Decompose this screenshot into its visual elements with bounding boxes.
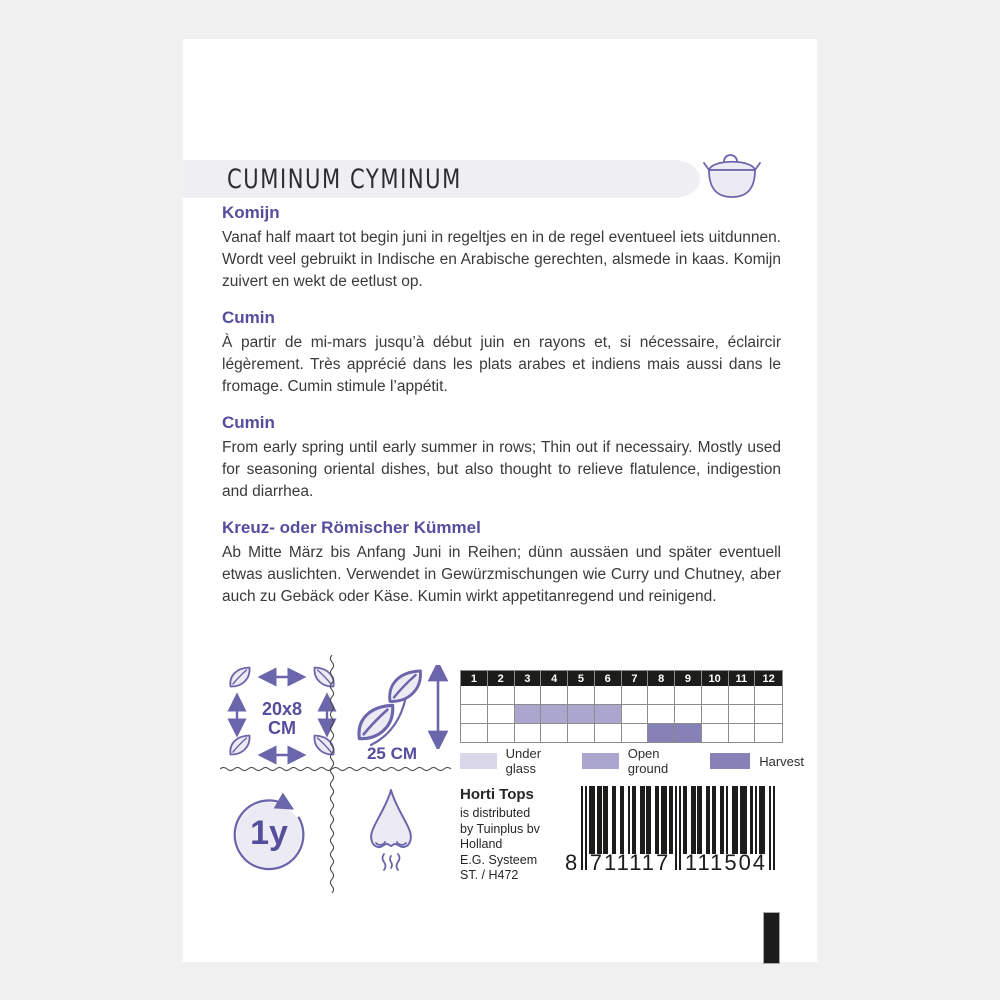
annual-cycle-label: 1y: [250, 813, 288, 852]
legend-swatch: [710, 753, 750, 769]
month-header-cell: 2: [488, 671, 515, 686]
calendar-cell: [675, 724, 702, 742]
month-header-cell: 1: [461, 671, 488, 686]
calendar-cell: [702, 705, 729, 724]
month-header-cell: 8: [648, 671, 675, 686]
calendar-cell: [675, 705, 702, 724]
barcode-bar: [589, 786, 595, 854]
barcode-bar: [620, 786, 624, 854]
calendar-cell: [675, 686, 702, 705]
section-body: From early spring until early summer in rows; Thin out if necessairy. Mostly used for seasoning oriental dishes, but also thought to relieve flatulence, indigestion and diarrhea.: [222, 439, 781, 500]
calendar-cell: [729, 724, 756, 742]
barcode-bar: [628, 786, 630, 854]
month-header-cell: 5: [568, 671, 595, 686]
month-header-cell: 10: [702, 671, 729, 686]
month-header-cell: 9: [675, 671, 702, 686]
language-section-de: [222, 517, 781, 608]
calendar-cell: [648, 686, 675, 705]
distributor-line: ST. / H472: [460, 868, 519, 882]
calendar-cell: [648, 724, 675, 742]
plant-height-label: 25 CM: [366, 744, 418, 763]
calendar-cell: [755, 686, 782, 705]
calendar-row-harvest: [461, 724, 782, 742]
barcode-bar: [683, 786, 687, 854]
legend-item: [460, 746, 569, 776]
barcode-bar: [597, 786, 601, 854]
month-header-cell: 12: [755, 671, 782, 686]
barcode-bar: [612, 786, 616, 854]
section-heading: Kreuz- oder Römischer Kümmel: [222, 518, 481, 537]
barcode-bar: [712, 786, 716, 854]
barcode-bar: [769, 786, 771, 870]
spacing-unit: CM: [268, 718, 296, 738]
calendar-header-row: [461, 671, 782, 686]
barcode-bar: [669, 786, 673, 854]
month-header-cell: 3: [515, 671, 542, 686]
spacing-value: 20x8: [261, 699, 303, 719]
annual-cycle-icon: [225, 789, 313, 877]
barcode-bar: [661, 786, 667, 854]
barcode-bar: [755, 786, 757, 854]
barcode-bar: [675, 786, 677, 870]
barcode-bar: [773, 786, 775, 870]
barcode-bar: [603, 786, 607, 854]
seed-packet-back: [183, 39, 817, 962]
latin-name: CUMINUM CYMINUM: [227, 163, 462, 195]
barcode-bar: [732, 786, 738, 854]
distributor-line: E.G. Systeem: [460, 852, 538, 867]
sowing-calendar-table: [460, 670, 783, 743]
barcode-digits: 111504: [684, 850, 768, 875]
calendar-cell: [461, 705, 488, 724]
barcode-bar: [679, 786, 681, 870]
language-section-en: [222, 412, 781, 503]
description-sections: [222, 202, 781, 622]
month-header-cell: 7: [622, 671, 649, 686]
calendar-cell: [622, 705, 649, 724]
section-body: Vanaf half maart tot begin juni in regeltjes en in de regel eventueel iets uitdunnen. Wordt veel gebruikt in Indische en Arabische gerechten, alsmede in kaas. Komijn zuivert en wekt de eetlust op.: [222, 229, 781, 290]
barcode-digits: 8: [565, 850, 580, 875]
calendar-cell: [648, 705, 675, 724]
plant-height-icon: [353, 665, 448, 749]
distributor-name: Horti Tops: [460, 786, 534, 803]
distributor-line: Holland: [460, 837, 503, 851]
distributor-line: is distributed: [460, 806, 531, 820]
legend-label: Under glass: [505, 746, 542, 776]
calendar-legend: [460, 746, 817, 776]
barcode-bar: [706, 786, 710, 854]
calendar-cell: [568, 724, 595, 742]
calendar-row-open-ground: [461, 705, 782, 724]
calendar-cell: [515, 724, 542, 742]
calendar-cell: [541, 724, 568, 742]
horizontal-divider: [220, 766, 452, 776]
calendar-cell: [755, 724, 782, 742]
legend-label: Harvest: [759, 753, 804, 769]
calendar-cell: [515, 686, 542, 705]
section-heading: Cumin: [222, 308, 275, 327]
cooking-pot-icon: [701, 149, 763, 199]
calendar-cell: [755, 705, 782, 724]
calendar-cell: [568, 686, 595, 705]
section-heading: Komijn: [222, 203, 280, 222]
calendar-cell: [729, 705, 756, 724]
calendar-cell: [729, 686, 756, 705]
month-header-cell: 6: [595, 671, 622, 686]
barcode-bar: [632, 786, 636, 854]
section-heading: Cumin: [222, 413, 275, 432]
ean13-barcode: [565, 786, 777, 878]
barcode-bar: [759, 786, 765, 854]
calendar-cell: [702, 724, 729, 742]
barcode-bar: [646, 786, 650, 854]
plant-spacing-icon: [223, 662, 341, 768]
calendar-cell: [488, 724, 515, 742]
legend-item: [582, 746, 697, 776]
calendar-cell: [595, 705, 622, 724]
calendar-cell: [622, 686, 649, 705]
calendar-cell: [568, 705, 595, 724]
language-section-fr: [222, 307, 781, 398]
calendar-cell: [461, 686, 488, 705]
print-registration-mark: [763, 912, 780, 964]
fragrance-nose-icon: [363, 787, 419, 877]
calendar-row-under-glass: [461, 686, 782, 705]
month-header-cell: 11: [729, 671, 756, 686]
barcode-bar: [691, 786, 695, 854]
barcode-bar: [697, 786, 701, 854]
calendar-cell: [488, 705, 515, 724]
barcode-bar: [640, 786, 644, 854]
barcode-bar: [750, 786, 752, 854]
calendar-cell: [515, 705, 542, 724]
legend-swatch: [582, 753, 619, 769]
barcode-bar: [720, 786, 724, 854]
barcode-bar: [726, 786, 728, 854]
calendar-cell: [488, 686, 515, 705]
barcode-bar: [581, 786, 583, 870]
section-body: Ab Mitte März bis Anfang Juni in Reihen; dünn aussäen und später eventuell etwas auslichten. Verwendet in Gewürzmischungen wie Curry und Chutney, aber auch zu Gebäck oder Käse. Kumin wirkt appetitanregend und reinigend.: [222, 544, 781, 605]
calendar-cell: [622, 724, 649, 742]
latin-name-band: [183, 160, 700, 198]
legend-swatch: [460, 753, 497, 769]
calendar-cell: [595, 724, 622, 742]
calendar-cell: [702, 686, 729, 705]
calendar-cell: [541, 705, 568, 724]
calendar-cell: [541, 686, 568, 705]
legend-item: [710, 753, 804, 769]
calendar-cell: [461, 724, 488, 742]
month-header-cell: 4: [541, 671, 568, 686]
distributor-line: by Tuinplus bv: [460, 821, 540, 836]
language-section-nl: [222, 202, 781, 293]
section-body: À partir de mi-mars jusqu’à début juin en rayons et, si nécessaire, éclaircir légèrement. Très apprécié dans les plats arabes et indiens mais aussi dans le fromage. Cumin stimule l’appétit.: [222, 334, 781, 395]
barcode-bar: [740, 786, 746, 854]
calendar-cell: [595, 686, 622, 705]
legend-label: Open ground: [627, 746, 669, 776]
barcode-digits: 711117: [589, 850, 671, 875]
barcode-bar: [655, 786, 659, 854]
